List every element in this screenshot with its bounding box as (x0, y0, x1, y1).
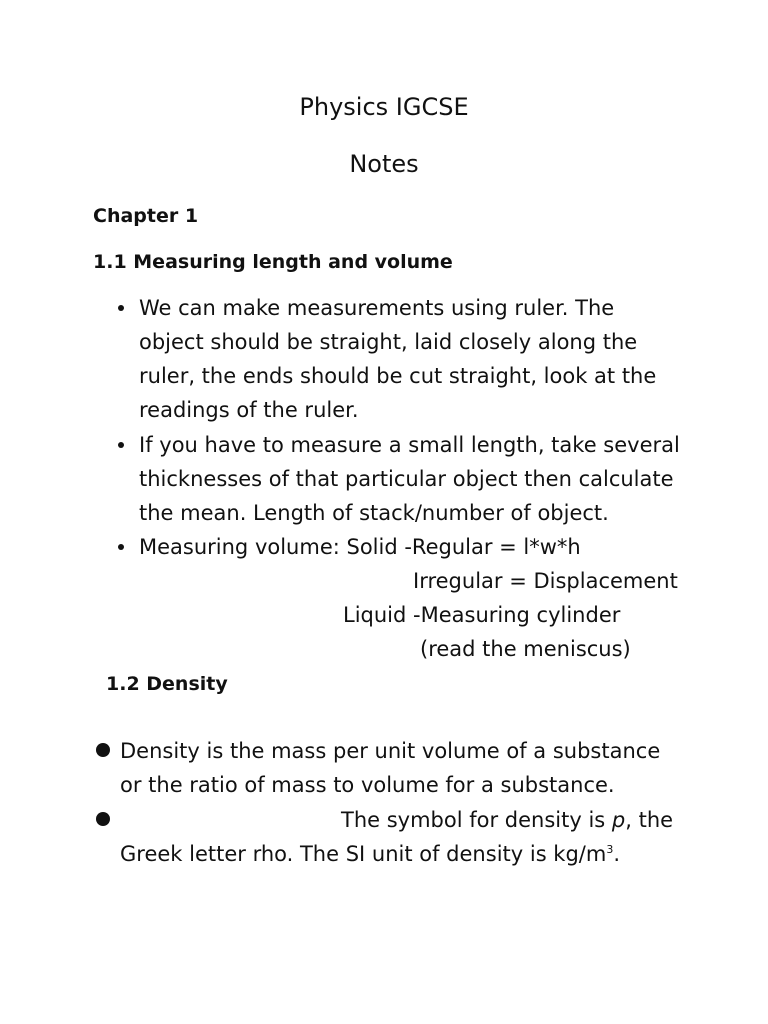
bullet-1-line-1: We can make measurements using ruler. The (139, 296, 615, 320)
density-unit-end: . (613, 842, 621, 866)
bullet-1-line-2: object should be straight, laid closely along the (139, 330, 638, 354)
bullet-dot (118, 305, 124, 311)
bullet-2-line-3: the mean. Length of stack/number of object. (139, 501, 609, 525)
density-bullet-2-line-2 (120, 837, 620, 871)
bullet-dot (118, 442, 124, 448)
density-symbol-suffix: , the (625, 808, 674, 832)
bullet-3-line-2: Irregular = Displacement (413, 569, 678, 593)
density-unit-superscript: 3 (606, 843, 614, 856)
bullet-2-line-2: thicknesses of that particular object then calculate (139, 467, 674, 491)
bullet-3-line-1: Measuring volume: Solid -Regular = l*w*h (139, 535, 581, 559)
title-line-1: Physics IGCSE (299, 93, 469, 121)
section-2-heading: 1.2 Density (106, 673, 228, 695)
bullet-2-line-1: If you have to measure a small length, take several (139, 433, 680, 457)
bullet-dot (96, 812, 110, 826)
density-symbol-prefix: The symbol for density is (341, 808, 612, 832)
bullet-3-line-4: (read the meniscus) (420, 637, 631, 661)
density-bullet-2-line-1 (341, 803, 673, 837)
title-line-2: Notes (349, 150, 419, 178)
density-unit-text: Greek letter rho. The SI unit of density is kg/m (120, 842, 607, 866)
bullet-dot (118, 544, 124, 550)
chapter-heading: Chapter 1 (93, 205, 199, 227)
bullet-1-line-3: ruler, the ends should be cut straight, look at the (139, 364, 657, 388)
bullet-dot (96, 743, 110, 757)
section-1-heading: 1.1 Measuring length and volume (93, 251, 453, 273)
density-bullet-1-line-2: or the ratio of mass to volume for a substance. (120, 773, 615, 797)
bullet-1-line-4: readings of the ruler. (139, 398, 359, 422)
density-symbol: p (611, 808, 626, 832)
density-bullet-1-line-1: Density is the mass per unit volume of a substance (120, 739, 661, 763)
bullet-3-line-3: Liquid -Measuring cylinder (343, 603, 621, 627)
